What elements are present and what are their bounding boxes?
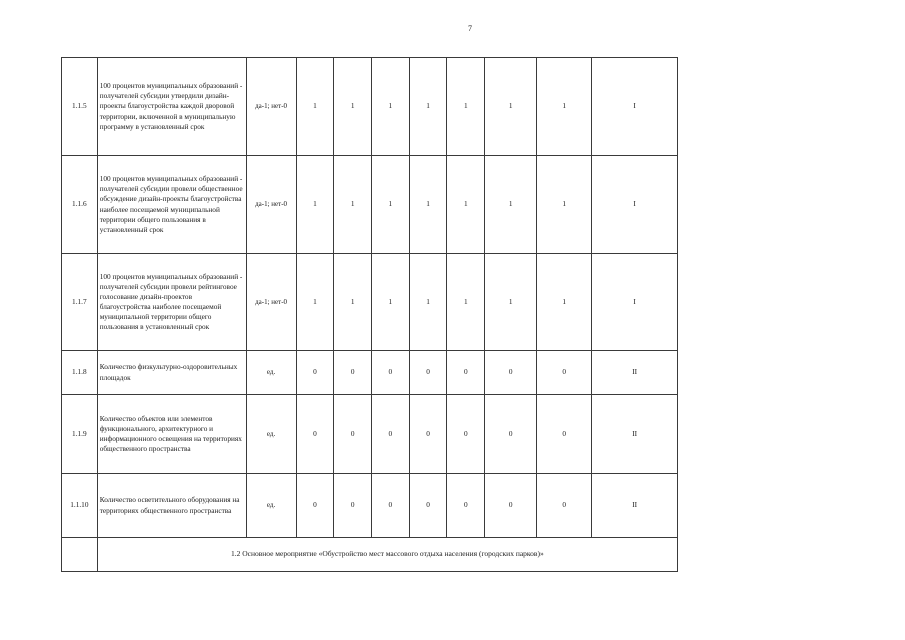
value-cell: 1 (409, 58, 447, 156)
row-number: 1.1.8 (62, 351, 98, 395)
empty-cell (62, 538, 98, 572)
value-cell: 1 (485, 254, 537, 351)
unit-cell: ед. (246, 395, 296, 474)
value-cell: 0 (296, 395, 334, 474)
value-cell: I (592, 254, 678, 351)
row-number: 1.1.7 (62, 254, 98, 351)
value-cell: 0 (447, 351, 485, 395)
value-cell: 0 (409, 474, 447, 538)
unit-cell: да-1; нет-0 (246, 156, 296, 254)
value-cell: 0 (485, 395, 537, 474)
unit-cell: ед. (246, 474, 296, 538)
unit-cell: да-1; нет-0 (246, 254, 296, 351)
value-cell: 0 (334, 474, 372, 538)
indicators-table (61, 57, 678, 572)
page-number: 7 (468, 24, 472, 33)
value-cell: 1 (372, 254, 410, 351)
value-cell: I (592, 156, 678, 254)
value-cell: 0 (409, 395, 447, 474)
value-cell: 1 (372, 58, 410, 156)
value-cell: 0 (537, 474, 592, 538)
value-cell: II (592, 395, 678, 474)
value-cell: 1 (334, 58, 372, 156)
indicator-description: Количество объектов или элементов функционального, архитектурного и информационного освещения на территориях общественного пространства (97, 395, 246, 474)
value-cell: 0 (447, 474, 485, 538)
value-cell: 1 (296, 156, 334, 254)
value-cell: 0 (537, 351, 592, 395)
value-cell: 1 (447, 58, 485, 156)
row-number: 1.1.6 (62, 156, 98, 254)
section-row (62, 538, 678, 572)
value-cell: 1 (296, 58, 334, 156)
value-cell: 0 (447, 395, 485, 474)
value-cell: 1 (334, 156, 372, 254)
indicator-description: Количество физкультурно-оздоровительных площадок (97, 351, 246, 395)
value-cell: 0 (296, 351, 334, 395)
value-cell: 1 (334, 254, 372, 351)
section-title: 1.2 Основное мероприятие «Обустройство мест массового отдыха населения (городских парков)» (97, 538, 677, 572)
value-cell: 0 (334, 351, 372, 395)
value-cell: 1 (537, 156, 592, 254)
value-cell: 1 (537, 254, 592, 351)
indicator-description: 100 процентов муниципальных образований - получателей субсидии провели общественное обсуждение дизайн-проекты благоустройства наиболее посещаемой муниципальной территории общего пользования в установленный срок (97, 156, 246, 254)
value-cell: 1 (372, 156, 410, 254)
value-cell: 0 (409, 351, 447, 395)
table-row (62, 474, 678, 538)
table-row (62, 156, 678, 254)
value-cell: 0 (372, 474, 410, 538)
value-cell: 1 (485, 58, 537, 156)
value-cell: 1 (409, 156, 447, 254)
table-row (62, 351, 678, 395)
value-cell: 1 (409, 254, 447, 351)
table-row (62, 395, 678, 474)
indicator-description: 100 процентов муниципальных образований - получателей субсидии провели рейтинговое голосование дизайн-проектов благоустройства наиболее посещаемой муниципальной территории общего пользования в установленный срок (97, 254, 246, 351)
row-number: 1.1.10 (62, 474, 98, 538)
value-cell: 1 (485, 156, 537, 254)
row-number: 1.1.5 (62, 58, 98, 156)
value-cell: 0 (485, 351, 537, 395)
unit-cell: да-1; нет-0 (246, 58, 296, 156)
indicator-description: Количество осветительного оборудования на территориях общественного пространства (97, 474, 246, 538)
value-cell: 0 (296, 474, 334, 538)
table-row (62, 254, 678, 351)
value-cell: 0 (334, 395, 372, 474)
value-cell: 1 (447, 156, 485, 254)
value-cell: 1 (447, 254, 485, 351)
indicator-description: 100 процентов муниципальных образований - получателей субсидии утвердили дизайн-проекты благоустройства каждой дворовой территории, включенной в муниципальную программу в установленный срок (97, 58, 246, 156)
row-number: 1.1.9 (62, 395, 98, 474)
value-cell: 1 (537, 58, 592, 156)
value-cell: II (592, 351, 678, 395)
value-cell: II (592, 474, 678, 538)
unit-cell: ед. (246, 351, 296, 395)
value-cell: 0 (537, 395, 592, 474)
value-cell: 0 (485, 474, 537, 538)
value-cell: 0 (372, 351, 410, 395)
table-row (62, 58, 678, 156)
value-cell: 1 (296, 254, 334, 351)
value-cell: 0 (372, 395, 410, 474)
value-cell: I (592, 58, 678, 156)
